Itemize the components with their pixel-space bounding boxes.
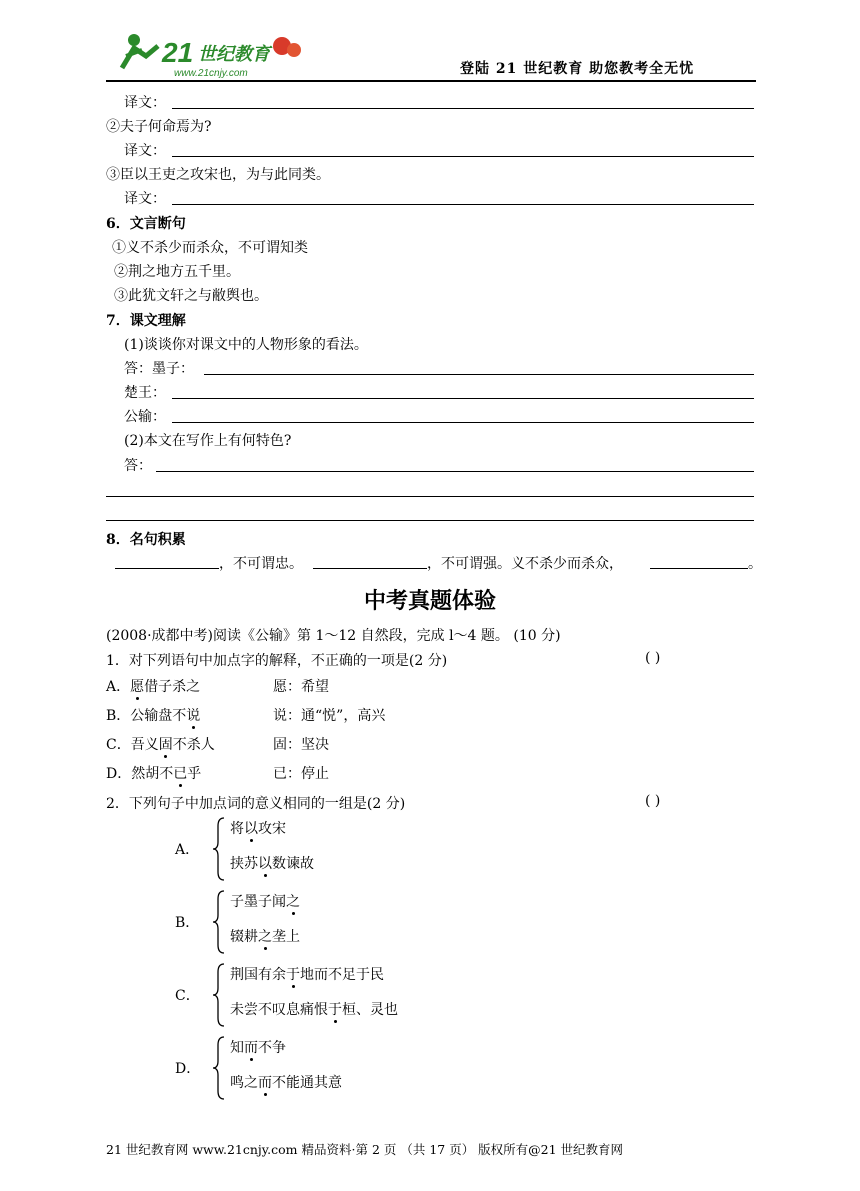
answer-paren[interactable]: ( ): [645, 793, 661, 809]
svg-text:21: 21: [162, 37, 194, 68]
famous-quote-text: 。: [748, 556, 762, 572]
option-explanation: 愿：希望: [273, 679, 329, 695]
option-a-label[interactable]: A．: [175, 842, 200, 858]
answer-mozi-label: 答：墨子：: [124, 361, 194, 377]
brace-icon: [212, 1035, 226, 1101]
exam-intro: (2008·成都中考)阅读《公输》第 1～12 自然段，完成 l～4 题。 (10 分): [106, 628, 561, 644]
answer-line[interactable]: [172, 204, 754, 205]
option-c[interactable]: C．吾义固不杀人: [106, 737, 215, 753]
translation-label: 译文：: [124, 191, 166, 207]
question-2: 2．下列句子中加点词的意义相同的一组是(2 分): [106, 796, 406, 812]
option-explanation: 已：停止: [273, 766, 329, 782]
option-explanation: 说：通“悦”，高兴: [273, 708, 386, 724]
answer-line[interactable]: [106, 520, 754, 521]
answer-paren[interactable]: ( ): [645, 650, 661, 666]
answer-label: 答：: [124, 458, 152, 474]
svg-text:www.21cnjy.com: www.21cnjy.com: [174, 68, 248, 79]
brace-icon: [212, 962, 226, 1028]
section-7-title: 7．课文理解: [106, 313, 186, 329]
option-c-line-1: 荆国有余于地而不足于民: [230, 967, 384, 983]
answer-line[interactable]: [172, 398, 754, 399]
dotted-char: 固: [158, 737, 173, 753]
fill-blank[interactable]: [650, 568, 748, 569]
option-d-line-1: 知而不争: [230, 1040, 286, 1056]
sentence-3: ③臣以王吏之攻宋也，为与此同类。: [106, 167, 330, 183]
brace-icon: [212, 889, 226, 955]
sentence-break-item: ③此犹文轩之与敝舆也。: [114, 288, 268, 304]
option-b-line-1: 子墨子闻之: [230, 894, 300, 910]
famous-quote-text: ，不可谓强。义不杀少而杀众，: [427, 556, 623, 572]
section-6-title: 6．文言断句: [106, 216, 186, 232]
page-footer: 21 世纪教育网 www.21cnjy.com 精品资料·第 2 页 （共 17 页） 版权所有@21 世纪教育网: [106, 1142, 624, 1157]
answer-chuwang-label: 楚王：: [124, 385, 166, 401]
option-c-label[interactable]: C．: [175, 988, 200, 1004]
famous-quote-text: ，不可谓忠。: [219, 556, 303, 572]
option-c-line-2: 未尝不叹息痛恨于桓、灵也: [230, 1002, 398, 1018]
answer-line[interactable]: [172, 422, 754, 423]
option-b-label[interactable]: B．: [175, 915, 200, 931]
dotted-char: 已: [173, 766, 188, 782]
exam-section-title: 中考真题体验: [363, 589, 496, 614]
brace-icon: [212, 816, 226, 882]
question-7-1: (1)谈谈你对课文中的人物形象的看法。: [124, 337, 368, 353]
answer-line[interactable]: [172, 156, 754, 157]
translation-label: 译文：: [124, 95, 166, 111]
site-logo: [112, 28, 312, 80]
answer-line[interactable]: [156, 471, 754, 472]
option-a-line-2: 挟苏以数谏故: [230, 856, 314, 872]
sentence-2: ②夫子何命焉为?: [106, 119, 212, 135]
question-7-2: (2)本文在写作上有何特色?: [124, 433, 292, 449]
answer-gongshu-label: 公输：: [124, 409, 166, 425]
section-8-title: 8．名句积累: [106, 532, 186, 548]
dotted-char: 说: [186, 708, 201, 724]
option-b-line-2: 辍耕之垄上: [230, 929, 300, 945]
dotted-char: 愿: [130, 679, 145, 695]
answer-line[interactable]: [106, 496, 754, 497]
option-a-line-1: 将以攻宋: [230, 821, 286, 837]
translation-label: 译文：: [124, 143, 166, 159]
question-1: 1．对下列语句中加点字的解释，不正确的一项是(2 分): [106, 653, 448, 669]
option-explanation: 固：坚决: [273, 737, 329, 753]
sentence-break-item: ②荆之地方五千里。: [114, 264, 240, 280]
header-slogan: 登陆 21 世纪教育 助您教考全无忧: [460, 61, 695, 77]
svg-text:世纪教育: 世纪教育: [198, 44, 270, 65]
option-a[interactable]: A．愿借子杀之: [106, 679, 201, 695]
fill-blank[interactable]: [115, 568, 219, 569]
header-divider: [106, 80, 756, 82]
option-b[interactable]: B．公输盘不说: [106, 708, 201, 724]
fill-blank[interactable]: [313, 568, 427, 569]
answer-line[interactable]: [172, 108, 754, 109]
logo-icon: [112, 28, 312, 80]
sentence-break-item: ①义不杀少而杀众，不可谓知类: [112, 240, 308, 256]
option-d-line-2: 鸣之而不能通其意: [230, 1075, 342, 1091]
option-d-label[interactable]: D．: [175, 1061, 201, 1077]
option-d[interactable]: D．然胡不已乎: [106, 766, 202, 782]
answer-line[interactable]: [204, 374, 754, 375]
